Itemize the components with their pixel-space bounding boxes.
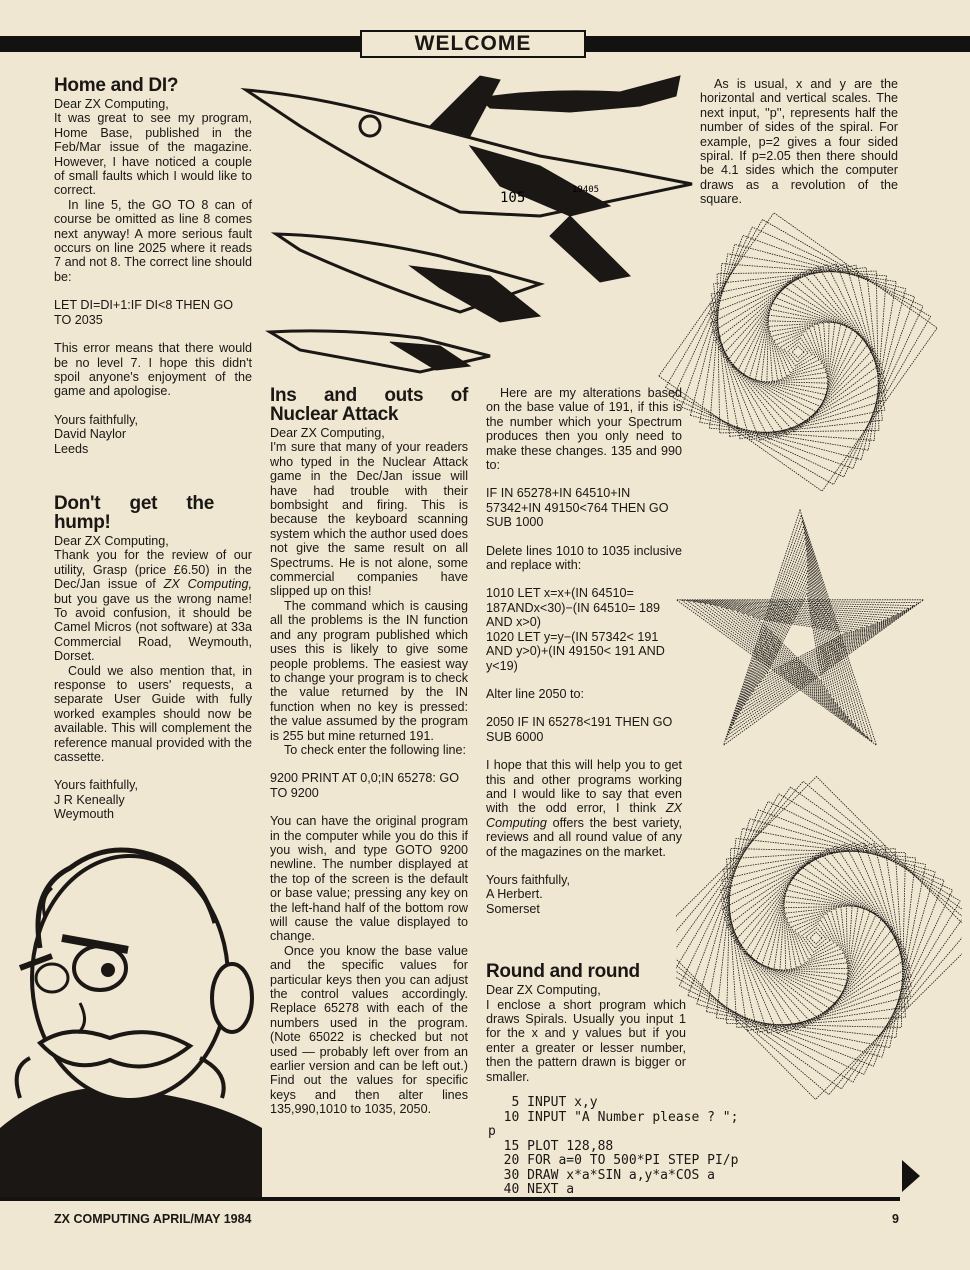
spiral-stroke (700, 254, 896, 450)
star-stroke (688, 521, 914, 738)
text-run: Thank you for the review of our utility, Grasp (price £6.50) in the Dec/Jan issue of (54, 548, 252, 592)
spiral-stroke (774, 328, 822, 376)
fighter-jets-illustration (240, 66, 700, 378)
square-spiral-illustration (648, 206, 940, 498)
paragraph: I'm sure that many of your readers who typed in the Nuclear Attack game in the Dec/Jan issue will have had trouble with their bombsight and firing. This is because the keyboard scanning system which the author used does not give the same result on all Spectrums. He is not alone, some commercial companies have slipped up on this! (270, 440, 468, 599)
paragraph: In line 5, the GO TO 8 can of course be omitted as line 8 comes next anyway! A more serious fault occurs on line 2025 where it reads 7 and not 8. The correct line should be: (54, 197, 252, 284)
spiral-stroke (676, 794, 960, 1082)
sig-line: Somerset (486, 901, 540, 916)
spiral-stroke (727, 281, 869, 423)
paragraph: It was great to see my program, Home Base, published in the Feb/Mar issue of the magazine. However, I have noticed a couple of small faults which I would like to correct. (54, 111, 252, 198)
paragraph: As is usual, x and y are the horizontal and vertical scales. The next input, ''p'', represents half the number of sides of the spiral. For example, p=2 gives a four sided spiral. If p=2.05 then there should be 4.1 sides which the computer draws as a revolution of the square. (700, 77, 898, 207)
spiral-stroke (710, 264, 886, 440)
signature (54, 778, 252, 821)
star-stroke (676, 510, 923, 745)
spiral-stroke (810, 932, 822, 944)
sig-line: Weymouth (54, 807, 114, 822)
letter-heading: Ins and outs of Nuclear Attack (270, 385, 468, 425)
signature (54, 413, 252, 456)
spiral-stroke (722, 276, 873, 427)
paragraph: Could we also mention that, in response to users' requests, a separate User Guide with fully worked examples should now be available. This will complement the reference manual provided with the cassette. (54, 663, 252, 765)
spiral-stroke (749, 303, 846, 400)
spiral-stroke (710, 264, 887, 441)
sig-line: Yours faithfully, (486, 872, 571, 887)
section-title: WELCOME (360, 30, 586, 58)
spiral-stroke (724, 846, 908, 1030)
star-stroke (704, 538, 899, 726)
paragraph (486, 758, 682, 859)
spiral-stroke (789, 911, 843, 965)
spiral-stroke (688, 810, 944, 1066)
continue-arrow-icon (902, 1160, 920, 1192)
footer-magazine: ZX COMPUTING APRIL/MAY 1984 (54, 1212, 252, 1226)
star-spiral-illustration (660, 500, 950, 770)
spiral-stroke (732, 286, 864, 418)
spiral-stroke (714, 268, 883, 437)
sig-line: A Herbert. (486, 887, 543, 902)
star-stroke (693, 527, 909, 734)
banner-bar-right (586, 36, 970, 52)
spiral-stroke (680, 802, 953, 1075)
spiral-stroke (780, 334, 815, 369)
spiral-stroke (715, 269, 881, 435)
spiral-stroke (697, 819, 935, 1057)
spiral-stroke (676, 781, 962, 1094)
spiral-stroke (722, 844, 911, 1033)
code-line: LET DI=DI+1:IF DI<8 THEN GO TO 2035 (54, 298, 234, 327)
spiral-stroke (712, 266, 883, 437)
column-4 (700, 77, 898, 221)
sig-line: Yours faithfully, (54, 778, 139, 793)
spiral-stroke (676, 787, 962, 1089)
spiral-stroke (711, 265, 886, 440)
spiral-stroke (735, 857, 898, 1020)
salutation: Dear ZX Computing, (270, 426, 385, 440)
spiral-stroke (718, 272, 877, 431)
spiral-stroke (711, 265, 885, 439)
spiral-stroke (739, 861, 893, 1015)
star-stroke (682, 516, 919, 742)
salutation: Dear ZX Computing, (54, 97, 169, 111)
spiral-stroke (659, 213, 937, 491)
bottom-rule (0, 1197, 900, 1201)
spiral-stroke (724, 846, 909, 1031)
star-stroke (710, 543, 894, 722)
spiral-stroke (721, 843, 912, 1034)
spiral-stroke (727, 849, 906, 1028)
code-line: 2050 IF IN 65278<191 THEN GO SUB 6000 (486, 715, 673, 744)
column-1 (54, 76, 252, 822)
sig-line: David Naylor (54, 427, 127, 442)
spiral-stroke (673, 227, 923, 477)
spiral-stroke (676, 777, 962, 1100)
square-spiral-large-illustration (676, 770, 962, 1100)
spiral-stroke (727, 849, 905, 1027)
paragraph: The command which is causing all the problems is the IN function and any program published which uses this is likely to give some people problems. The easiest way to change your program is to check the value returned by the IN function when no key is pressed: the value assumed by the program is 255 but mine returned 191. (270, 598, 468, 743)
paragraph: Once you know the base value and the specific values for particular keys then you can adjust the control values accordingly. Replace 65278 with each of the numbers used in the program. (Note 65022 is checked but not used — probably left over from an earlier version and can be left out.) Find out the values for specific keys and then alter lines 135,990,1010 to 1035, 2050. (270, 943, 468, 1117)
jet-number: 105 (500, 190, 526, 206)
code-line: 1020 LET y=y−(IN 57342< 191 AND y>0)+(IN 49150< 191 AND y<19) (486, 629, 665, 673)
magazine-name: ZX Computing (486, 801, 682, 830)
sig-line: Yours faithfully, (54, 412, 139, 427)
salutation: Dear ZX Computing, (486, 983, 601, 998)
code-line: IF IN 65278+IN 64510+IN 57342+IN 49150<764 THEN GO SUB 1000 (486, 486, 669, 530)
spiral-stroke (772, 326, 824, 378)
spiral-stroke (774, 896, 858, 980)
salutation: Dear ZX Computing, (54, 533, 169, 548)
spiral-stroke (756, 878, 876, 998)
spiral-stroke (762, 884, 870, 992)
spiral-stroke (743, 297, 852, 406)
cartoon-man-illustration (0, 828, 262, 1200)
paragraph: This error means that there would be no level 7. I hope this didn't spoil anyone's enjoyment of the game and apologise. (54, 341, 252, 399)
letter-heading: Round and round (486, 961, 640, 983)
paragraph: You can have the original program in the computer while you do this if you wish, and type GOTO 9200 newline. The number displayed at the top of the screen is the default or base value; pressing any key on the left-hand half of the bottom row will cause the value displayed to change. (270, 814, 468, 944)
code-line: 1010 LET x=x+(IN 64510= 187ANDx<30)−(IN 64510= 189 AND x>0) (486, 586, 660, 630)
jet-number: 19405 (572, 185, 600, 195)
banner-bar-left (0, 36, 360, 52)
text-run: but you gave us the wrong name! To avoid confusion, it should be Camel Micros (not software) at 33a Commercial Road, Weymouth, Dorset. (54, 591, 252, 664)
spiral-stroke (792, 346, 804, 358)
spiral-stroke (769, 323, 827, 381)
paragraph: Here are my alterations based on the base value of 191, if this is the number which your Spectrum produces then you only need to make these changes. 135 and 990 to: (486, 386, 682, 473)
magazine-name: ZX Computing, (163, 577, 252, 592)
paragraph (54, 548, 252, 663)
code-line: 9200 PRINT AT 0,0;IN 65278: GO TO 9200 (270, 771, 460, 800)
spiral-stroke (791, 913, 840, 962)
paragraph: To check enter the following line: (284, 742, 467, 757)
spiral-stroke (710, 264, 887, 441)
paragraph: Alter line 2050 to: (486, 686, 585, 701)
paragraph: Delete lines 1010 to 1035 inclusive and replace with: (486, 543, 682, 573)
sig-line: Leeds (54, 441, 89, 456)
spiral-stroke (750, 872, 882, 1004)
spiral-stroke (727, 849, 906, 1028)
letter-heading: Don't get the hump! (54, 492, 214, 533)
signature (486, 873, 682, 916)
sig-line: J R Keneally (54, 792, 125, 807)
page-number: 9 (892, 1212, 899, 1226)
letter-heading: Home and DI? (54, 75, 179, 96)
paragraph: I enclose a short program which draws Spirals. Usually you input 1 for the x and y values but if you enter a greater or lesser number, then the pattern drawn is bigger or smaller. (486, 997, 686, 1084)
text-run: offers the best variety, reviews and all round value of any of the magazines on the market. (486, 815, 682, 859)
spiral-stroke (681, 235, 914, 468)
column-2 (270, 386, 468, 1131)
spiral-stroke (784, 906, 847, 969)
spiral-stroke (666, 220, 931, 485)
spiral-stroke (721, 843, 911, 1033)
program-listing: 5 INPUT x,y 10 INPUT "A Number please ? "; p 15 PLOT 128,88 20 FOR a=0 TO 500*PI STEP PI/p 30 DRAW x*a*SIN a,y*a*COS a 40 NEXT a (488, 1095, 739, 1197)
text-run: I hope that this will help you to get this and other programs working and I would like to say that even with the odd error, I think (486, 758, 682, 816)
spiral-stroke (722, 844, 910, 1032)
